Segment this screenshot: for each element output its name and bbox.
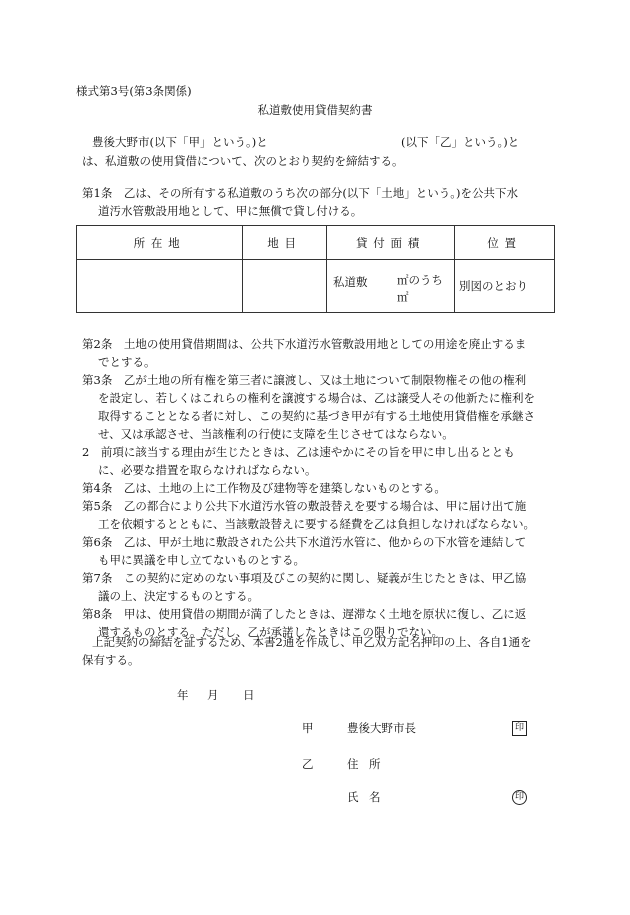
header-location: 所在地 — [77, 226, 243, 260]
address-label: 住 所 — [347, 757, 385, 771]
article-1-line-2: 道汚水管敷設用地として、甲に無償で貸し付ける。 — [98, 204, 363, 218]
article-line: 2 前項に該当する理由が生じたときは、乙は速やかにその旨を甲に申し出るととも — [82, 445, 515, 459]
cell-land-category — [243, 260, 327, 313]
seal-circle-b: 印 — [512, 790, 527, 805]
lease-table — [76, 225, 555, 313]
intro-line-2: は、私道敷の使用貸借について、次のとおり契約を締結する。 — [82, 154, 404, 168]
lease-table-data-row — [77, 260, 555, 313]
article-1-line-1: 第1条 乙は、その所有する私道敷のうち次の部分(以下「土地」という。)を公共下水 — [82, 186, 519, 200]
header-land-category: 地目 — [243, 226, 327, 260]
document-title: 私道敷使用貸借契約書 — [257, 103, 373, 117]
area-label: 私道敷 — [333, 275, 368, 289]
article-line: 議の上、決定するものとする。 — [98, 589, 259, 603]
closing-line-1: 上記契約の締結を証するため、本書2通を作成し、甲乙双方記名押印の上、各自1通を — [92, 635, 532, 649]
date-year: 年 — [177, 688, 189, 702]
area-unit-total: ㎡のうち — [397, 273, 443, 287]
article-line: に、必要な措置を取らなければならない。 — [98, 463, 317, 477]
article-line: も甲に異議を申し立てないものとする。 — [98, 553, 305, 567]
article-line: 第3条 乙が土地の所有権を第三者に譲渡し、又は土地について制限物権その他の権利 — [82, 373, 527, 387]
name-label: 氏 名 — [347, 790, 385, 804]
article-line: でとする。 — [98, 355, 156, 369]
article-line: せ、又は承認させ、当該権利の行使に支障を生じさせてはならない。 — [98, 427, 454, 441]
party-a-label: 甲 — [302, 721, 314, 735]
article-line: 第7条 この契約に定めのない事項及びこの契約に関し、疑義が生じたときは、甲乙協 — [82, 571, 527, 585]
party-b-label: 乙 — [302, 757, 314, 771]
form-number: 様式第3号(第3条関係) — [76, 84, 192, 98]
article-line: 第4条 乙は、土地の上に工作物及び建物等を建築しないものとする。 — [82, 481, 446, 495]
article-line: 還するものとする。ただし、乙が承諾したときはこの限りでない。 — [98, 625, 443, 639]
date-month: 月 — [207, 688, 219, 702]
header-position: 位置 — [455, 226, 555, 260]
cell-position: 別図のとおり — [455, 260, 555, 313]
article-line: 第2条 土地の使用貸借期間は、公共下水道汚水管敷設用地としての用途を廃止するま — [82, 337, 527, 351]
cell-lease-area — [327, 260, 455, 313]
article-line: 第6条 乙は、甲が土地に敷設された公共下水道汚水管に、他からの下水管を連結して — [82, 535, 527, 549]
seal-box-a: 印 — [512, 721, 527, 736]
article-line: 第8条 甲は、使用貸借の期間が満了したときは、遅滞なく土地を原状に復し、乙に返 — [82, 607, 527, 621]
article-line: 第5条 乙の都合により公共下水道汚水管の敷設替えを要する場合は、甲に届け出て施 — [82, 499, 527, 513]
lease-table-header-row — [77, 226, 555, 260]
party-a-name: 豊後大野市長 — [347, 721, 416, 735]
intro-line-1a: 豊後大野市(以下「甲」という。)と — [92, 135, 268, 149]
date-day: 日 — [243, 688, 255, 702]
cell-location — [77, 260, 243, 313]
header-lease-area: 貸付面積 — [327, 226, 455, 260]
article-line: を設定し、若しくはこれらの権利を譲渡する場合は、乙は譲受人その他新たに権利を — [98, 391, 535, 405]
intro-line-1b: (以下「乙」という。)と — [401, 135, 520, 149]
article-line: 取得することとなる者に対し、この契約に基づき甲が有する土地使用貸借権を承継さ — [98, 409, 535, 423]
area-unit-part: ㎡ — [397, 290, 409, 304]
article-line: 工を依頼するとともに、当該敷設替えに要する経費を乙は負担しなければならない。 — [98, 517, 535, 531]
closing-line-2: 保有する。 — [82, 653, 140, 667]
